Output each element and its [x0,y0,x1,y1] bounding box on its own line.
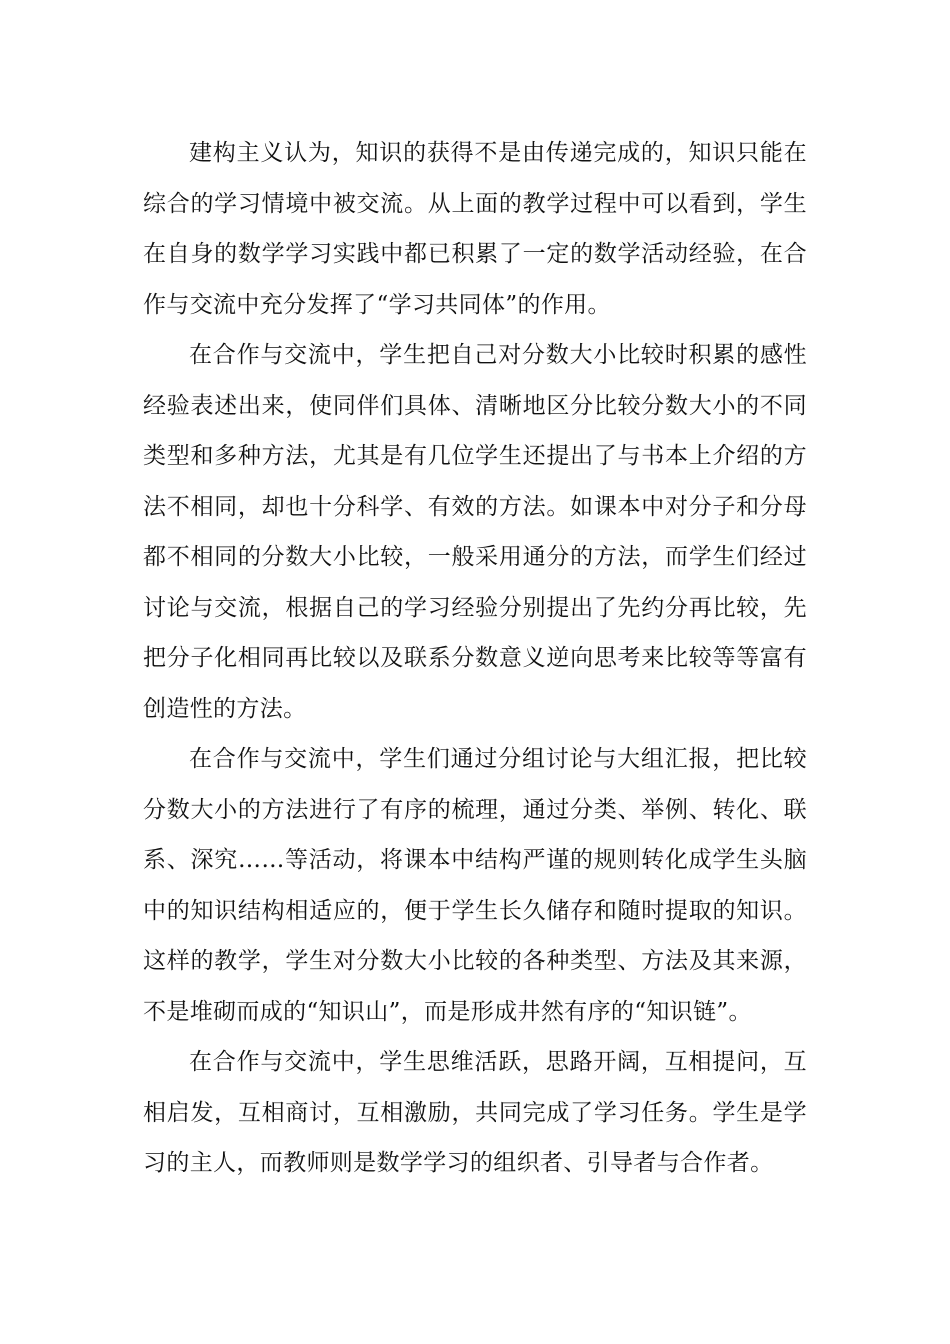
paragraph-constructivism: 建构主义认为，知识的获得不是由传递完成的，知识只能在综合的学习情境中被交流。从上面的教学过程中可以看到，学生在自身的数学学习实践中都已积累了一定的数学活动经验，在合作与交流中充分发挥了“学习共同体”的作用。 [143,140,807,318]
document-body [143,128,807,1189]
paragraph-student-roles: 在合作与交流中，学生思维活跃，思路开阔，互相提问，互相启发，互相商讨，互相激励，共同完成了学习任务。学生是学习的主人，而教师则是数学学习的组织者、引导者与合作者。 [143,1049,807,1176]
paragraph-knowledge-structure: 在合作与交流中，学生们通过分组讨论与大组汇报，把比较分数大小的方法进行了有序的梳理，通过分类、举例、转化、联系、深究……等活动，将课本中结构严谨的规则转化成学生头脑中的知识结构相适应的，便于学生长久储存和随时提取的知识。这样的教学，学生对分数大小比较的各种类型、方法及其来源，不是堆砌而成的“知识山”，而是形成井然有序的“知识链”。 [143,746,807,1025]
paragraph-comparison-methods: 在合作与交流中，学生把自己对分数大小比较时积累的感性经验表述出来，使同伴们具体、清晰地区分比较分数大小的不同类型和多种方法，尤其是有几位学生还提出了与书本上介绍的方法不相同，却也十分科学、有效的方法。如课本中对分子和分母都不相同的分数大小比较，一般采用通分的方法，而学生们经过讨论与交流，根据自己的学习经验分别提出了先约分再比较，先把分子化相同再比较以及联系分数意义逆向思考来比较等等富有创造性的方法。 [143,342,807,722]
